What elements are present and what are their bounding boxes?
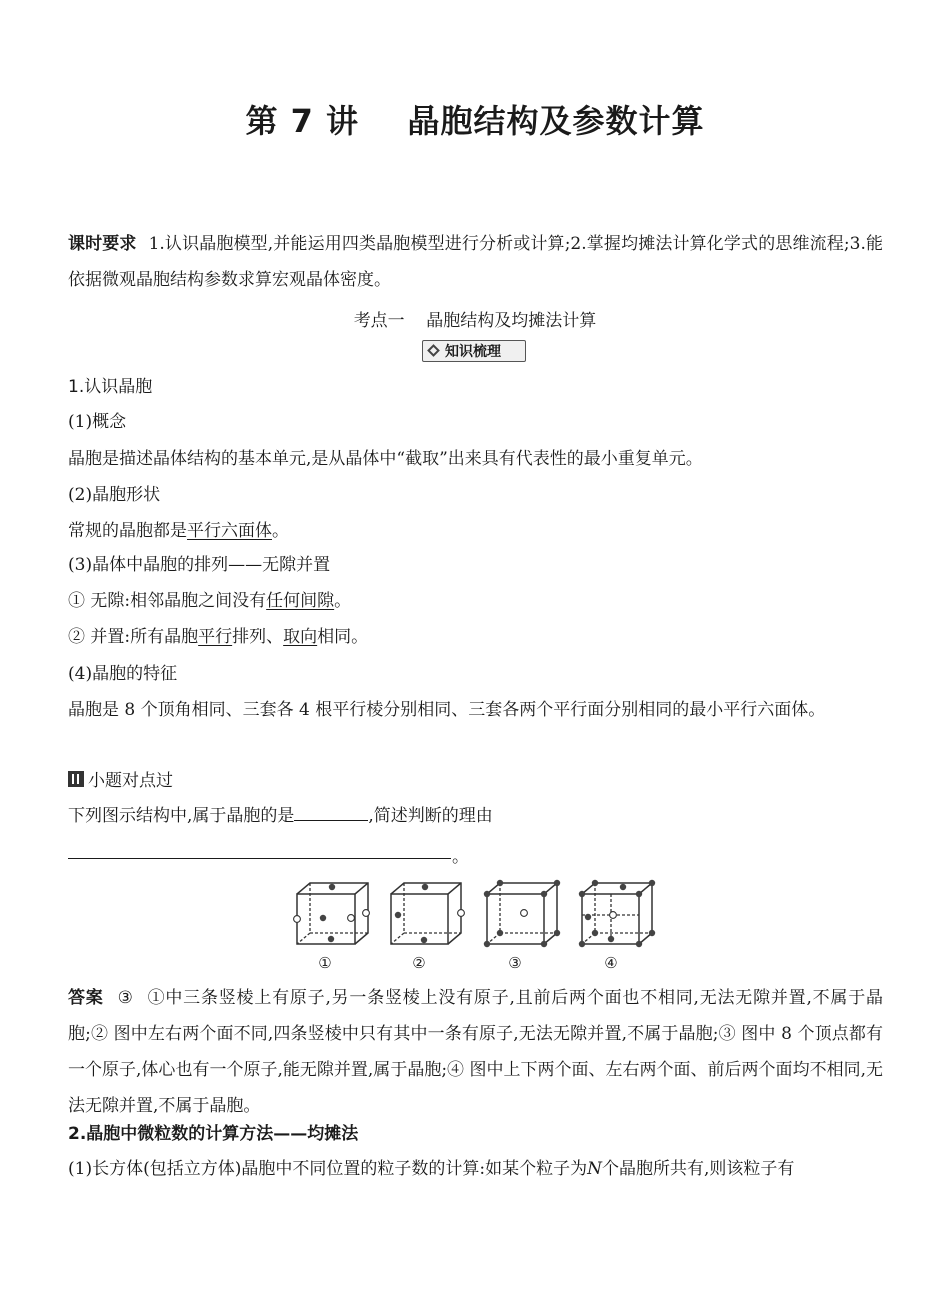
concept-text: 晶胞是描述晶体结构的基本单元,是从晶体中“截取”出来具有代表性的最小重复单元。 <box>68 449 703 469</box>
quiz-heading-text: 小题对点过 <box>88 771 173 791</box>
cube-figure-2 <box>391 883 461 944</box>
arr2-mid: 排列、 <box>232 627 284 647</box>
arr1-pre: ① 无隙:相邻晶胞之间没有 <box>68 591 267 611</box>
shape-answer: 平行六面体 <box>187 521 272 541</box>
badge-label: 知识梳理 <box>445 344 501 360</box>
shape-text-post: 。 <box>272 521 289 541</box>
figure-label-4: ④ <box>604 954 618 972</box>
arr2-answer-1: 平行 <box>198 627 233 647</box>
requirements-text: 1.认识晶胞模型,并能运用四类晶胞模型进行分析或计算;2.掌握均摊法计算化学式的思维流程;3.能依据微观晶胞结构参数求算宏观晶体密度。 <box>68 234 883 290</box>
answer-choice: ③ <box>117 988 134 1008</box>
requirements-label: 课时要求 <box>68 234 137 254</box>
reason-end: 。 <box>452 847 469 867</box>
cube-figure-1 <box>297 883 368 944</box>
s2-paragraph <box>68 1157 883 1181</box>
features-heading: (4)晶胞的特征 <box>68 664 178 684</box>
arr2-answer-2: 取向 <box>283 627 318 647</box>
s2-p1-post: 个晶胞所共有,则该粒子有 <box>601 1159 795 1179</box>
arr2-pre: ② 并置:所有晶胞 <box>68 627 199 647</box>
page-title: 第 7 讲 晶胞结构及参数计算 <box>245 102 705 140</box>
lesson-requirements <box>68 226 883 298</box>
arr2-post: 相同。 <box>317 627 369 647</box>
shape-text <box>68 519 883 543</box>
reason-blank <box>68 858 451 859</box>
question-pre: 下列图示结构中,属于晶胞的是 <box>68 806 295 826</box>
features-text: 晶胞是 8 个顶角相同、三套各 4 根平行棱分别相同、三套各两个平行面分别相同的最小平行六面体。 <box>68 700 826 720</box>
figure-label-2: ② <box>412 954 426 972</box>
arrangement-item-1 <box>68 589 883 613</box>
quiz-question <box>68 804 883 828</box>
s2-heading: 2.晶胞中微粒数的计算方法——均摊法 <box>68 1124 359 1144</box>
answer-blank <box>294 804 368 821</box>
figure-label-3: ③ <box>508 954 522 972</box>
section-heading: 考点一 晶胞结构及均摊法计算 <box>353 311 597 331</box>
s1-heading: 1.认识晶胞 <box>68 377 153 397</box>
s2-p1-pre: (1)长方体(包括立方体)晶胞中不同位置的粒子数的计算:如某个粒子为 <box>68 1159 588 1179</box>
arr1-answer: 任何间隙 <box>266 591 335 611</box>
unit-cell-figures <box>285 872 675 972</box>
quick-quiz-heading <box>68 766 173 791</box>
s2-var-n: N <box>587 1159 602 1179</box>
question-post: ,简述判断的理由 <box>368 806 493 826</box>
arrangement-heading: (3)晶体中晶胞的排列——无隙并置 <box>68 555 331 575</box>
answer-text: ①中三条竖棱上有原子,另一条竖棱上没有原子,且前后两个面也不相同,无法无隙并置,不属于晶胞;② 图中左右两个面不同,四条竖棱中只有其中一条有原子,无法无隙并置,不属于晶胞;③ 图中 8 个顶点都有一个原子,体心也有一个原子,能无隙并置,属于晶胞;④ 图中上下两个面、左右两个面、前后两个面均不相同,无法无隙并置,不属于晶胞。 <box>68 988 883 1116</box>
arr1-post: 。 <box>334 591 352 611</box>
shape-heading: (2)晶胞形状 <box>68 485 161 505</box>
figure-label-1: ① <box>318 954 332 972</box>
arrangement-item-2 <box>68 625 883 649</box>
shape-text-pre: 常规的晶胞都是 <box>68 521 187 541</box>
answer-label: 答案 <box>68 988 104 1008</box>
diamond-icon <box>427 344 441 358</box>
knowledge-badge <box>422 340 526 362</box>
answer-block <box>68 980 883 1124</box>
quiz-icon <box>68 771 84 787</box>
concept-heading: (1)概念 <box>68 412 127 432</box>
